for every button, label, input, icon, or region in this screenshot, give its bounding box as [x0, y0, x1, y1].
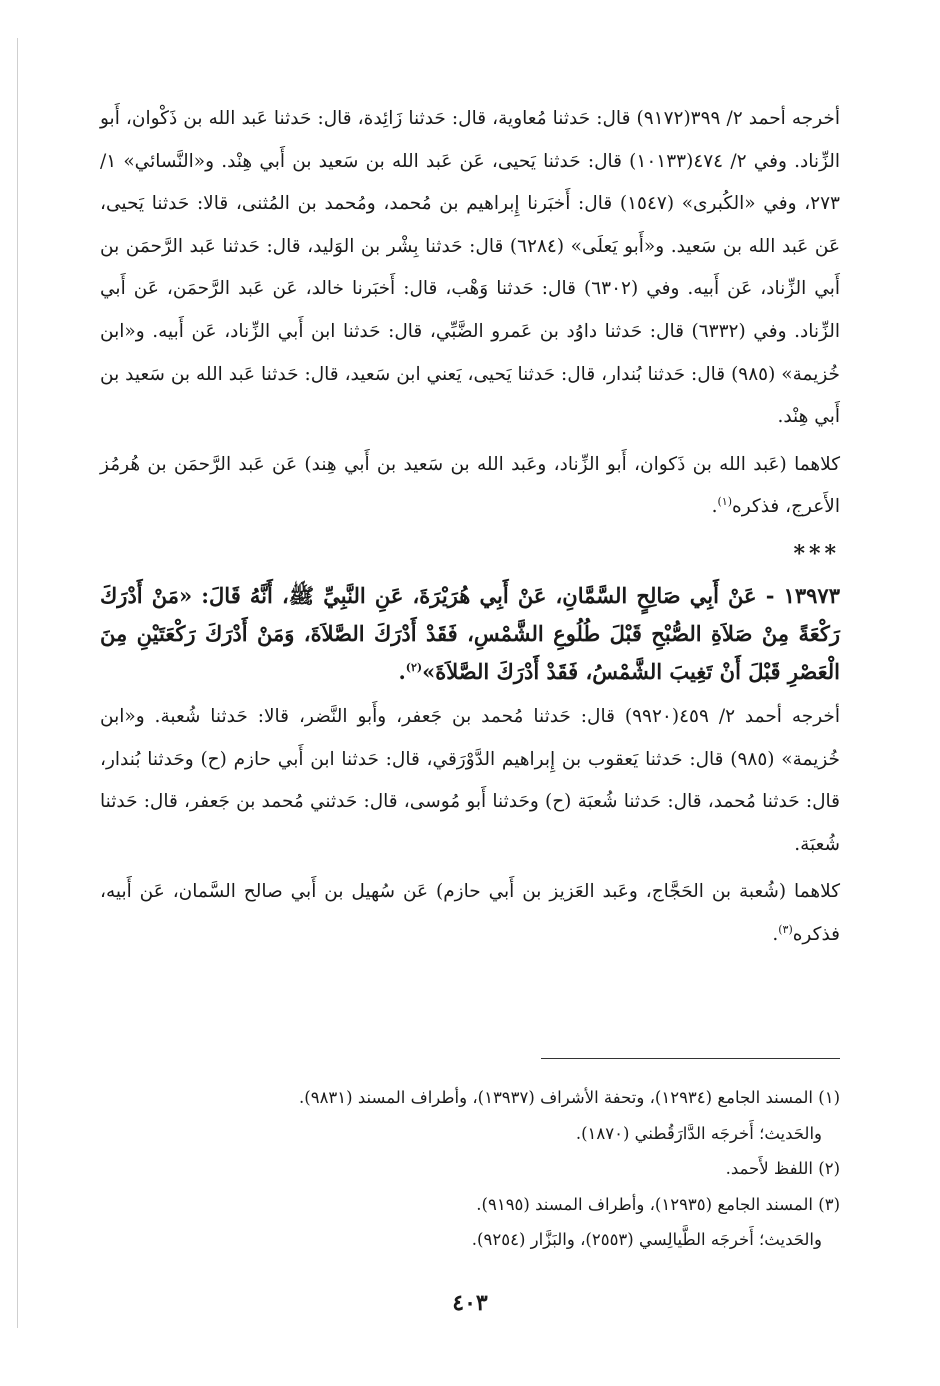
summary-paragraph-1: كلاهما (عَبد الله بن ذَكوان، أَبو الزِّناد، وعَبد الله بن سَعيد بن أَبي هِند) عَن عَبد الرَّحمَن بن هُرمُز الأَعرج، فذكره$^{(١)}$.	[100, 453, 840, 518]
footnote-ref-2: (٢)	[405, 660, 423, 674]
footnote-ref-3: (٣)	[778, 922, 793, 936]
summary-paragraph-2-text: كلاهما (شُعبة بن الحَجَّاج، وعَبد العَزيز بن أَبي حازم) عَن سُهيل بن أَبي صالح السَّمان، عَن أَبيه، فذكره	[100, 881, 840, 945]
summary-paragraph-2: كلاهما (شُعبة بن الحَجَّاج، وعَبد العَزيز بن أَبي حازم) عَن سُهيل بن أَبي صالح السَّمان، عَن أَبيه، فذكره$^{(٣)}$.	[100, 881, 840, 945]
footnote-1: (١) المسند الجامع (١٢٩٣٤)، وتحفة الأشراف (١٣٩٣٧)، وأطراف المسند (٩٨٣١).	[299, 1088, 840, 1107]
footnote-3-continuation: والحَديث؛ أَخرجَه الطَّيالِسي (٢٥٥٣)، والبَزَّار (٩٢٥٤).	[471, 1230, 822, 1249]
footnote-2: (٢) اللفظ لأَحمد.	[725, 1159, 840, 1178]
takhrij-paragraph-1: أخرجه أحمد ٢/ ٣٩٩(٩١٧٢) قال: حَدثنا مُعاوية، قال: حَدثنا زَائِدة، قال: حَدثنا عَبد الله بن ذَكْوان، أَبو الزِّناد. وفي ٢/ ٤٧٤(١٠١٣٣) قال: حَدثنا يَحيى، عَن عَبد الله بن سَعيد بن أَبي هِنْد. و«النَّسائي» ١/ ٢٧٣، وفي «الكُبرى» (١٥٤٧) قال: أَخبَرنا إِبراهيم بن مُحمد، ومُحمد بن المُثنى، قالا: حَدثنا يَحيى، عَن عَبد الله بن سَعيد. و«أَبو يَعلَى» (٦٢٨٤) قال: حَدثنا بِشْر بن الوَليد، قال: حَدثنا عَبد الرَّحمَن بن أَبي الزِّناد، عَن أَبيه. وفي (٦٣٠٢) قال: حَدثنا وَهْب، قال: أَخبَرنا خالد، عَن عَبد الرَّحمَن، عَن أَبي الزِّناد. وفي (٦٣٣٢) قال: حَدثنا داوُد بن عَمرو الضَّبِّي، قال: حَدثنا ابن أَبي الزِّناد، عَن أَبيه. و«ابن خُزيمة» (٩٨٥) قال: حَدثنا بُندار، قال: حَدثنا يَحيى، يَعني ابن سَعيد، قال: حَدثنا عَبد الله بن سَعيد بن أَبي هِنْد.	[100, 108, 840, 428]
hadith-text: ١٣٩٧٣ - عَنْ أَبِي صَالِحٍ السَّمَّانِ، عَنْ أَبِي هُرَيْرَةَ، عَنِ النَّبِيِّ ﷺ، أَنَّهُ قَالَ: «مَنْ أَدْرَكَ رَكْعَةً مِنْ صَلاَةِ الصُّبْحِ قَبْلَ طُلُوعِ الشَّمْسِ، فَقَدْ أَدْرَكَ الصَّلاَةَ، وَمَنْ أَدْرَكَ رَكْعَتَيْنِ مِنَ الْعَصْرِ قَبْلَ أَنْ تَغِيبَ الشَّمْسُ، فَقَدْ أَدْرَكَ الصَّلاَةَ»$^{(٢)}$.	[100, 582, 840, 684]
footnotes	[100, 1080, 840, 1258]
footnote-ref-1: (١)	[717, 495, 732, 509]
page-number: ٤٠٣	[452, 1290, 488, 1316]
footnote-3: (٣) المسند الجامع (١٢٩٣٥)، وأطراف المسند (٩١٩٥).	[476, 1194, 840, 1214]
footnote-1-continuation: والحَديث؛ أَخرجَه الدَّارَقُطني (١٨٧٠).	[575, 1123, 822, 1143]
main-text	[100, 98, 840, 957]
takhrij-paragraph-2: أخرجه أحمد ٢/ ٤٥٩(٩٩٢٠) قال: حَدثنا مُحمد بن جَعفر، وأَبو النَّضر، قالا: حَدثنا شُعبة. و«ابن خُزيمة» (٩٨٥) قال: حَدثنا يَعقوب بن إِبراهيم الدَّوْرَقي، قال: حَدثنا ابن أَبي حازم (ح) وحَدثنا بُندار، قال: حَدثنا مُحمد، قال: حَدثنا شُعبَة (ح) وحَدثنا أَبو مُوسى، قال: حَدثني مُحمد بن جَعفر، قال: حَدثنا شُعبَة.	[100, 705, 840, 855]
page-edge-line	[17, 38, 18, 1328]
section-separator: ***	[793, 540, 840, 567]
footnote-divider	[541, 1058, 840, 1059]
summary-paragraph-1-text: كلاهما (عَبد الله بن ذَكوان، أَبو الزِّناد، وعَبد الله بن سَعيد بن أَبي هِند) عَن عَبد الرَّحمَن بن هُرمُز الأَعرج، فذكره	[100, 453, 840, 518]
hadith-body: ١٣٩٧٣ - عَنْ أَبِي صَالِحٍ السَّمَّانِ، عَنْ أَبِي هُرَيْرَةَ، عَنِ النَّبِيِّ ﷺ، أَنَّهُ قَالَ: «مَنْ أَدْرَكَ رَكْعَةً مِنْ صَلاَةِ الصُّبْحِ قَبْلَ طُلُوعِ الشَّمْسِ، فَقَدْ أَدْرَكَ الصَّلاَةَ، وَمَنْ أَدْرَكَ رَكْعَتَيْنِ مِنَ الْعَصْرِ قَبْلَ أَنْ تَغِيبَ الشَّمْسُ، فَقَدْ أَدْرَكَ الصَّلاَةَ»	[100, 582, 840, 684]
